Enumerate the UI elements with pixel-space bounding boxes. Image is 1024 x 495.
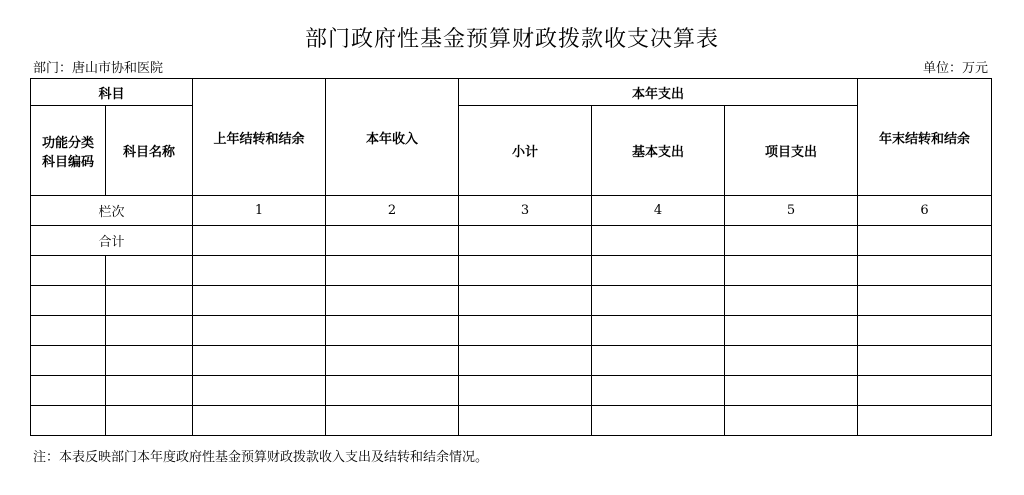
table-cell <box>858 316 992 346</box>
table-cell <box>31 346 106 376</box>
table-cell <box>326 316 459 346</box>
function-code-line1: 功能分类 <box>41 135 94 151</box>
table-cell <box>459 256 592 286</box>
current-year-income-header: 本年收入 <box>326 79 459 196</box>
table-cell <box>193 376 326 406</box>
table-cell <box>31 406 106 436</box>
table-cell <box>725 226 858 256</box>
table-cell <box>725 286 858 316</box>
column-number: 6 <box>858 196 992 226</box>
year-end-balance-header: 年末结转和结余 <box>858 79 992 196</box>
table-cell <box>459 316 592 346</box>
table-cell <box>31 316 106 346</box>
table-cell <box>326 376 459 406</box>
table-cell <box>193 406 326 436</box>
prior-year-balance-header: 上年结转和结余 <box>193 79 326 196</box>
table-cell <box>106 316 193 346</box>
table-cell <box>106 256 193 286</box>
table-row <box>31 286 992 316</box>
basic-expense-header: 基本支出 <box>592 106 725 196</box>
table-cell <box>193 226 326 256</box>
function-code-line2: 科目编码 <box>41 154 94 170</box>
project-expense-header: 项目支出 <box>725 106 858 196</box>
table-cell <box>858 406 992 436</box>
function-code-header <box>31 106 106 196</box>
table-cell <box>725 256 858 286</box>
table-cell <box>326 406 459 436</box>
column-number: 4 <box>592 196 725 226</box>
unit-label: 单位：万元 <box>922 61 988 76</box>
table-cell <box>326 286 459 316</box>
table-cell <box>326 346 459 376</box>
subtotal-header: 小计 <box>459 106 592 196</box>
table-cell <box>31 286 106 316</box>
report-title: 部门政府性基金预算财政拨款收支决算表 <box>304 27 719 52</box>
header-row-2 <box>31 106 992 196</box>
table-cell <box>459 406 592 436</box>
table-cell <box>725 376 858 406</box>
table-cell <box>592 286 725 316</box>
table-cell <box>858 286 992 316</box>
table-row <box>31 316 992 346</box>
column-number: 2 <box>326 196 459 226</box>
table-cell <box>592 256 725 286</box>
table-row <box>31 346 992 376</box>
current-year-expense-header: 本年支出 <box>459 79 858 106</box>
table-cell <box>858 226 992 256</box>
table-cell <box>106 406 193 436</box>
table-row <box>31 256 992 286</box>
table-cell <box>106 286 193 316</box>
table-cell <box>193 286 326 316</box>
table-cell <box>459 346 592 376</box>
table-cell <box>106 376 193 406</box>
column-number: 1 <box>193 196 326 226</box>
table-cell <box>725 346 858 376</box>
table-cell <box>31 376 106 406</box>
column-index-label: 栏次 <box>31 196 193 226</box>
header-row-1 <box>31 79 992 106</box>
table-cell <box>31 256 106 286</box>
table-cell <box>193 256 326 286</box>
column-index-row <box>31 196 992 226</box>
table-cell <box>326 256 459 286</box>
budget-table <box>30 78 992 436</box>
table-cell <box>459 376 592 406</box>
table-cell <box>592 406 725 436</box>
table-row <box>31 406 992 436</box>
table-cell <box>459 226 592 256</box>
table-cell <box>326 226 459 256</box>
column-number: 3 <box>459 196 592 226</box>
table-row <box>31 376 992 406</box>
department-label: 部门：唐山市协和医院 <box>33 61 164 76</box>
table-cell <box>858 376 992 406</box>
table-cell <box>725 316 858 346</box>
column-number: 5 <box>725 196 858 226</box>
subject-header: 科目 <box>31 79 193 106</box>
total-row <box>31 226 992 256</box>
footnote: 注：本表反映部门本年度政府性基金预算财政拨款收入支出及结转和结余情况。 <box>33 450 489 465</box>
table-cell <box>459 286 592 316</box>
subject-name-header: 科目名称 <box>106 106 193 196</box>
table-cell <box>592 226 725 256</box>
table-cell <box>592 346 725 376</box>
table-cell <box>106 346 193 376</box>
table-cell <box>858 256 992 286</box>
table-cell <box>193 346 326 376</box>
table-cell <box>592 316 725 346</box>
table-cell <box>725 406 858 436</box>
table-cell <box>193 316 326 346</box>
table-cell <box>858 346 992 376</box>
table-cell <box>592 376 725 406</box>
total-label: 合计 <box>31 226 193 256</box>
